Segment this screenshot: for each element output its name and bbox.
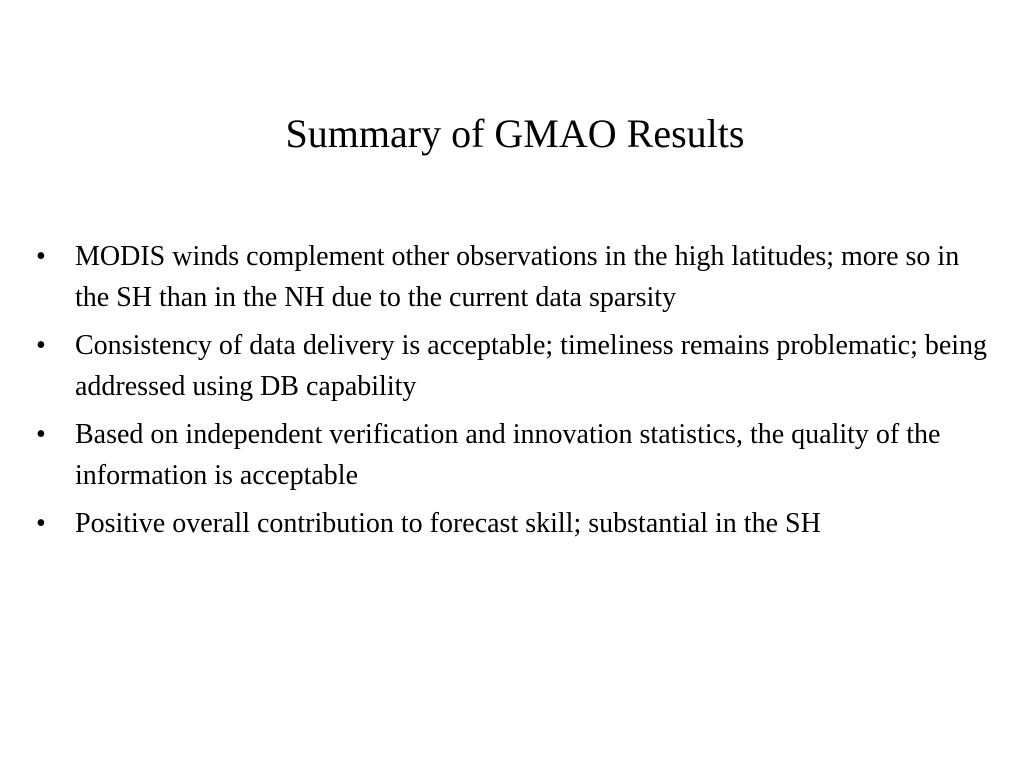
bullet-item	[36, 236, 996, 318]
slide-title: Summary of GMAO Results	[285, 111, 745, 156]
bullet-text: Consistency of data delivery is acceptable; timeliness remains problematic; being addressed using DB capability	[75, 330, 988, 402]
bullet-text: Based on independent verification and innovation statistics, the quality of the information is acceptable	[75, 419, 941, 491]
bullet-item	[36, 503, 996, 544]
bullet-dot-icon: •	[36, 508, 46, 539]
bullet-text: Positive overall contribution to forecast skill; substantial in the SH	[75, 508, 821, 539]
bullet-dot-icon: •	[36, 419, 46, 450]
bullet-list	[36, 236, 996, 551]
bullet-dot-icon: •	[36, 241, 46, 272]
bullet-item	[36, 325, 996, 407]
bullet-dot-icon: •	[36, 330, 46, 361]
bullet-text: MODIS winds complement other observations in the high latitudes; more so in the SH than in the NH due to the current data sparsity	[75, 241, 960, 313]
bullet-item	[36, 414, 996, 496]
